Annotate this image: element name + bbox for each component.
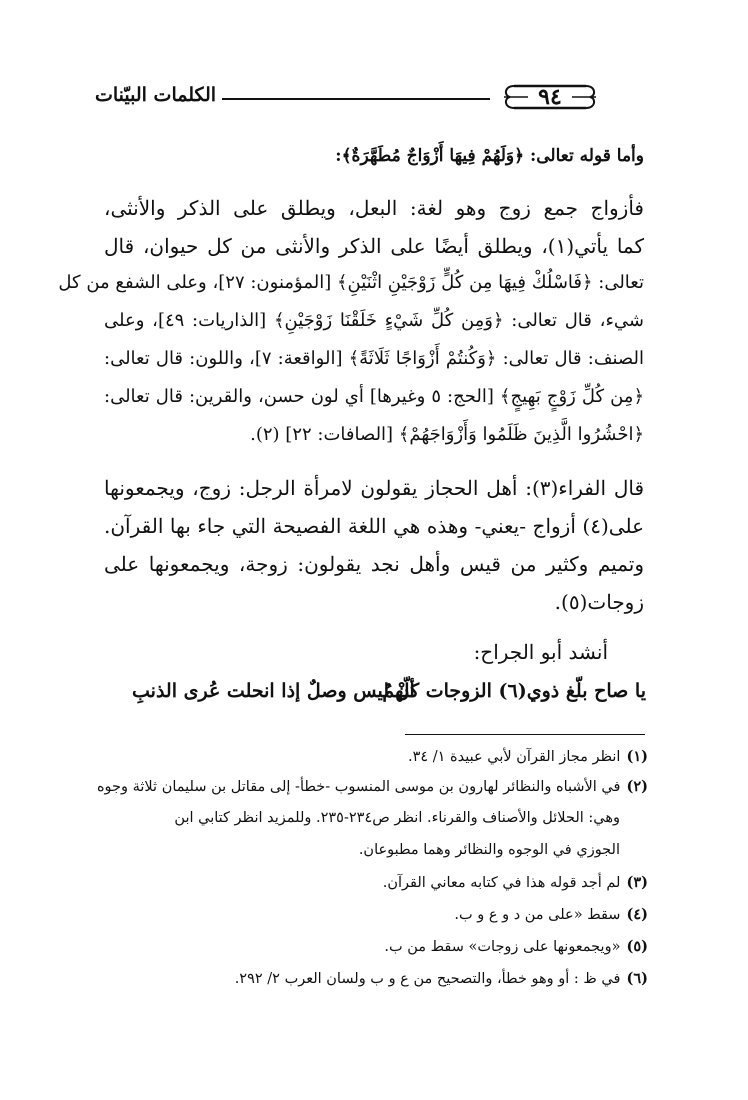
paragraph-line: ﴿مِن كُلِّ زَوْجٍ بَهِيجٍ﴾ [الحج: ٥ وغيرها] أي لون حسن، والقرين: قال تعالى:: [104, 386, 644, 407]
footnote: (٢)في الأشباه والنظائر لهارون بن موسى المنسوب -خطأ- إلى مقاتل بن سليمان ثلاثة وجوه: [96, 778, 648, 795]
page-number: ٩٤: [538, 84, 562, 110]
footnote: (٦)في ظ : أو وهو خطأ، والتصحيح من ع و ب ولسان العرب ٢/ ٢٩٢.: [234, 970, 648, 987]
paragraph-line: كما يأتي(١)، ويطلق أيضًا على الذكر والأنثى من كل حيوان، قال: [104, 234, 645, 258]
paragraph-line: قال الفراء(٣): أهل الحجاز يقولون لامرأة الرجل: زوج، ويجمعونها: [104, 476, 644, 500]
page-header: [95, 82, 655, 116]
footnote: (٤)سقط «على من د و ع و ب.: [454, 906, 648, 923]
poet-intro: أنشد أبو الجراح:: [473, 640, 608, 664]
footnote: (٥)«ويجمعونها على زوجات» سقط من ب.: [384, 938, 648, 955]
page-number-ornament: [500, 82, 600, 112]
footnote-continuation: وهي: الحلائل والأصناف والقرناء. انظر ص٢٣٤-٢٣٥. وللمزيد انظر كتابي ابن: [174, 810, 620, 826]
footnote-continuation: الجوزي في الوجوه والنظائر وهما مطبوعان.: [358, 842, 620, 858]
section-heading: وأما قوله تعالى: ﴿وَلَهُمْ فِيهَا أَزْوَاجٌ مُطَهَّرَةٌ﴾:: [335, 146, 644, 166]
verse-hemistich-left: أنْ ليس وصلٌ إذا انحلت عُرى الذنبِ: [132, 680, 415, 702]
running-title: الكلمات البيّنات: [95, 84, 222, 106]
paragraph-line: زوجات(٥).: [554, 590, 644, 614]
paragraph-line: وتميم وكثير من قيس وأهل نجد يقولون: زوجة، ويجمعونها على: [104, 552, 644, 576]
footnote: (٣)لم أجد قوله هذا في كتابه معاني القرآن.: [382, 874, 648, 891]
footnote-rule: [405, 734, 645, 735]
paragraph-line: ﴿احْشُرُوا الَّذِينَ ظَلَمُوا وَأَزْوَاجَهُمْ﴾ [الصافات: ٢٢] (٢).: [250, 424, 644, 445]
paragraph-line: فأزواج جمع زوج وهو لغة: البعل، ويطلق على الذكر والأنثى،: [104, 196, 644, 220]
paragraph-line: شيء، قال تعالى: ﴿وَمِن كُلِّ شَيْءٍ خَلَقْنَا زَوْجَيْنِ﴾ [الذاريات: ٤٩]، وعلى: [104, 310, 644, 331]
paragraph-line: على(٤) أزواج -يعني- وهذه هي اللغة الفصيحة التي جاء بها القرآن.: [104, 514, 644, 538]
footnote: (١)انظر مجاز القرآن لأبي عبيدة ١/ ٣٤.: [407, 748, 648, 765]
paragraph-line: الصنف: قال تعالى: ﴿وَكُنتُمْ أَزْوَاجًا ثَلَاثَةً﴾ [الواقعة: ٧]، واللون: قال تعالى:: [104, 348, 644, 369]
verse-hemistich-right: يا صاح بلّغ ذوي(٦) الزوجات كلّهمُ: [382, 680, 646, 702]
paragraph-line: تعالى: ﴿فَاسْلُكْ فِيهَا مِن كُلٍّ زَوْجَيْنِ اثْنَيْنِ﴾ [المؤمنون: ٢٧]، وعلى الشفع من كل: [58, 272, 644, 293]
